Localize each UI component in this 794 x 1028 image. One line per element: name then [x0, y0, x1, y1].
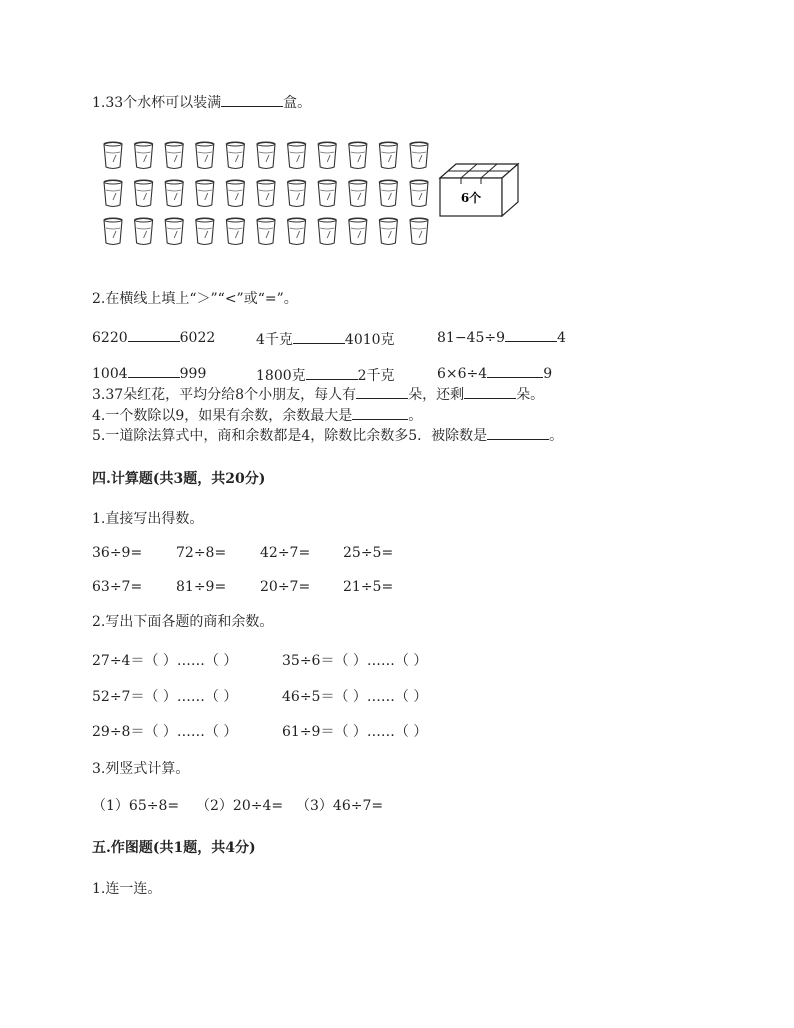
water-cup-icon [379, 180, 397, 207]
compare-left: 6×6÷4 [437, 366, 488, 382]
q5-text [92, 427, 563, 445]
direct-calc: 42÷7= [260, 545, 311, 561]
remainder-item: 61÷9＝（ ）……（ ） [282, 724, 428, 740]
water-cup-icon [196, 218, 214, 245]
water-cup-icon [104, 142, 122, 169]
q3-text1: 3.37朵红花，平均分给8个小朋友，每人有 [92, 387, 357, 403]
compare-right: 2千克 [357, 368, 395, 384]
section4-title: 四.计算题(共3题，共20分) [92, 471, 266, 487]
vertical-calc-1: （1）65÷8= [92, 798, 180, 814]
direct-calc: 72÷8= [176, 545, 227, 561]
q4-text2: 。 [408, 408, 423, 424]
water-cup-icon [349, 180, 367, 207]
box-illustration [438, 160, 520, 218]
water-cup-icon [196, 180, 214, 207]
q1-text [92, 94, 311, 112]
water-cup-icon [410, 180, 428, 207]
direct-calc: 36÷9= [92, 545, 143, 561]
water-cup-icon [135, 218, 153, 245]
q2-row1-item2 [256, 329, 395, 349]
section4-q3-prompt: 3.列竖式计算。 [92, 761, 190, 777]
box-label: 6个 [460, 191, 482, 205]
section5-title: 五.作图题(共1题，共4分) [92, 840, 256, 856]
q4-text [92, 407, 422, 425]
water-cup-icon [257, 142, 275, 169]
direct-calc: 21÷5= [343, 579, 394, 595]
q3-blank2[interactable] [464, 386, 516, 399]
q5-blank[interactable] [487, 427, 549, 440]
water-cup-icon [165, 218, 183, 245]
compare-right: 9 [543, 366, 553, 382]
water-cup-icon [135, 180, 153, 207]
q1-blank[interactable] [221, 94, 283, 107]
water-cup-icon [257, 180, 275, 207]
water-cup-icon [318, 142, 336, 169]
q3-text2: 朵，还剩 [408, 387, 465, 403]
compare-right: 4010克 [344, 332, 395, 348]
q5-text1: 5.一道除法算式中，商和余数都是4，除数比余数多5．被除数是 [92, 428, 488, 444]
water-cup-icon [226, 180, 244, 207]
q2-row2-item3 [437, 365, 552, 382]
q3-blank1[interactable] [356, 386, 408, 399]
compare-left: 81−45÷9 [437, 330, 505, 346]
q3-text [92, 386, 544, 404]
compare-right: 999 [179, 366, 207, 382]
compare-blank[interactable] [128, 365, 180, 378]
water-cup-icon [135, 142, 153, 169]
compare-blank[interactable] [505, 329, 557, 342]
section4-q1-prompt: 1.直接写出得数。 [92, 511, 204, 527]
direct-calc: 63÷7= [92, 579, 143, 595]
water-cups-illustration [100, 138, 440, 250]
water-cup-icon [257, 218, 275, 245]
water-cup-icon [165, 180, 183, 207]
vertical-calc-3: （3）46÷7= [296, 798, 384, 814]
compare-left: 6220 [92, 330, 128, 346]
compare-left: 1004 [92, 366, 128, 382]
compare-blank[interactable] [306, 367, 358, 380]
q3-text3: 朵。 [516, 387, 545, 403]
water-cup-icon [288, 142, 306, 169]
compare-blank[interactable] [293, 331, 345, 344]
water-cup-icon [318, 180, 336, 207]
water-cup-icon [349, 142, 367, 169]
remainder-item: 46÷5＝（ ）……（ ） [282, 689, 428, 705]
water-cup-icon [165, 142, 183, 169]
water-cup-icon [196, 142, 214, 169]
remainder-item: 35÷6＝（ ）……（ ） [282, 653, 428, 669]
direct-calc: 25÷5= [343, 545, 394, 561]
q2-row2-item2 [256, 365, 395, 385]
q2-prompt: 2.在横线上填上“＞”“<”或“=”。 [92, 291, 298, 307]
q4-blank[interactable] [352, 407, 408, 420]
q5-text2: 。 [549, 428, 564, 444]
water-cup-icon [379, 218, 397, 245]
q4-text1: 4.一个数除以9，如果有余数，余数最大是 [92, 408, 353, 424]
compare-left: 1800克 [256, 368, 306, 384]
remainder-item: 52÷7＝（ ）……（ ） [92, 689, 238, 705]
water-cup-icon [288, 218, 306, 245]
water-cup-icon [410, 218, 428, 245]
q2-row1-item1 [92, 329, 215, 346]
q2-row2-item1 [92, 365, 206, 382]
compare-left: 4千克 [256, 332, 293, 348]
remainder-item: 29÷8＝（ ）……（ ） [92, 724, 238, 740]
q1-text-after: 盒。 [283, 95, 312, 111]
water-cup-icon [104, 180, 122, 207]
water-cup-icon [104, 218, 122, 245]
section5-q1-prompt: 1.连一连。 [92, 881, 162, 897]
compare-blank[interactable] [128, 329, 180, 342]
direct-calc: 20÷7= [260, 579, 311, 595]
compare-blank[interactable] [487, 365, 543, 378]
water-cup-icon [318, 218, 336, 245]
water-cup-icon [288, 180, 306, 207]
section4-q2-prompt: 2.写出下面各题的商和余数。 [92, 614, 274, 630]
vertical-calc-2: （2）20÷4= [196, 798, 284, 814]
remainder-item: 27÷4＝（ ）……（ ） [92, 653, 238, 669]
water-cup-icon [226, 218, 244, 245]
compare-right: 6022 [179, 330, 216, 346]
water-cup-icon [349, 218, 367, 245]
q1-text-before: 1.33个水杯可以装满 [92, 95, 222, 111]
water-cup-icon [226, 142, 244, 169]
compare-right: 4 [557, 330, 566, 346]
water-cup-icon [410, 142, 428, 169]
q2-row1-item3 [437, 329, 566, 346]
water-cup-icon [379, 142, 397, 169]
direct-calc: 81÷9= [176, 579, 227, 595]
